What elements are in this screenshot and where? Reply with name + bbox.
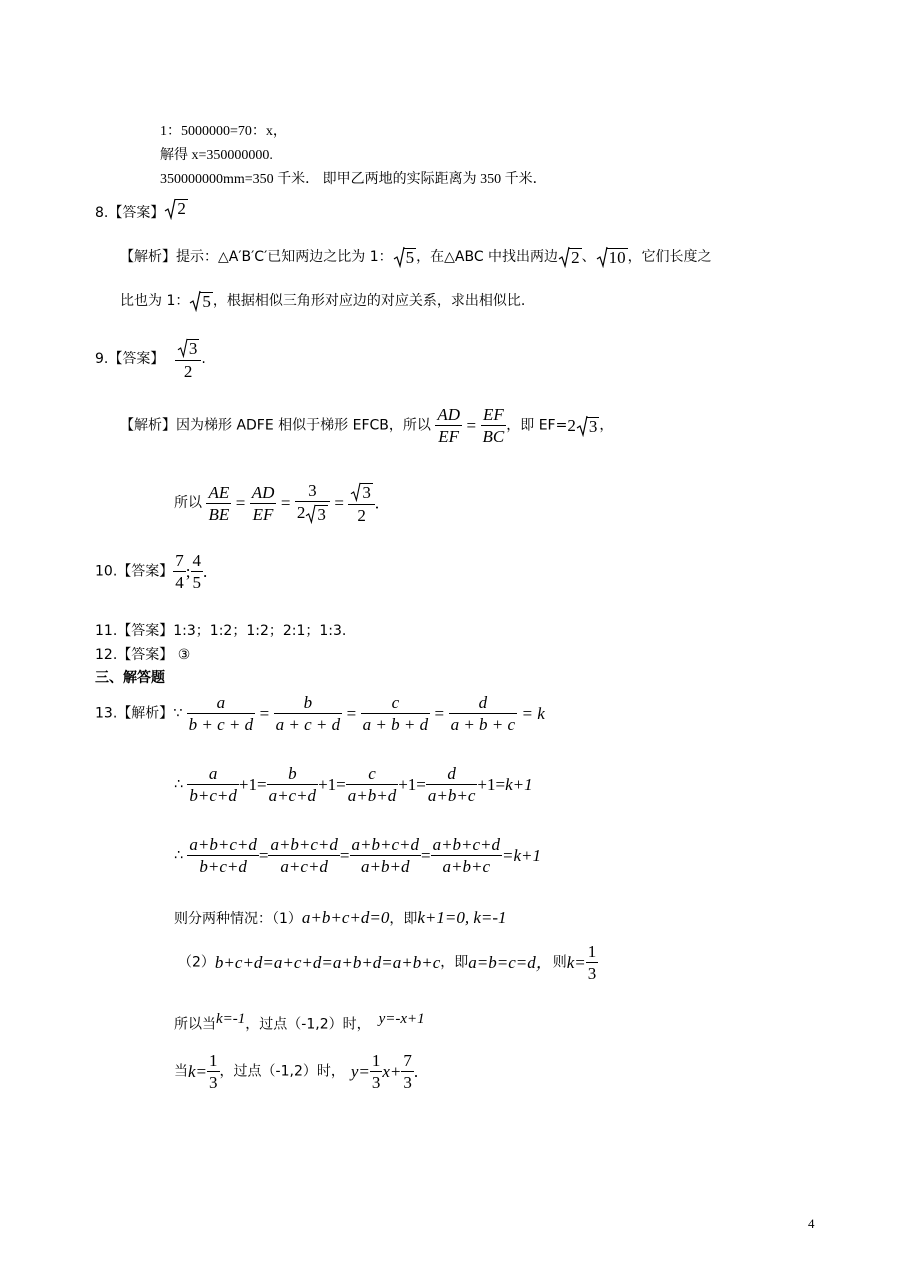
fraction: $\frac{1}{3}$ [371,1051,381,1092]
question-10 [95,552,207,591]
fraction: $\frac{AD}{EF}$ [437,405,461,446]
text: 所以当 [174,1016,216,1033]
math-expression: a+b+c+d=0 [301,908,390,927]
fraction: $\frac{7}{4}$ [175,551,184,592]
fraction: $\frac{AE}{BE}$ [208,482,230,524]
fraction: $\frac{EF}{BC}$ [482,405,505,446]
therefore-sign: ∴ [174,776,183,793]
text: . [201,351,206,368]
question-12: 12.【答案】 ③ [95,647,191,663]
text: 比也为 1： [120,293,190,309]
fraction: $\frac{c}{a + b + d}$ [362,693,429,734]
text: +1= [477,775,506,794]
fraction: $\frac{1}{3}$ [209,1051,218,1092]
equals-sign: = [420,846,431,865]
equals-sign: = [334,493,344,513]
fraction: $\frac{3}{2}$ [175,338,202,380]
text-line: 1：5000000=70：x， [160,124,287,139]
text: +1= [318,775,346,794]
analysis-label: 13.【解析】∵ [95,705,183,722]
math-expression: y= [350,1062,370,1081]
q13-when2 [174,1052,418,1091]
text: 当 [174,1063,188,1080]
fraction: $\frac{b}{a + c + d}$ [275,693,341,734]
fraction: $\frac{1}{3}$ [587,942,597,983]
math-expression: b+c+d=a+c+d=a+b+d=a+b+c [214,953,441,972]
analysis-label: 【解析】 [120,249,176,265]
fraction: $\frac{a+b+c+d}{a+c+d}$ [270,835,338,876]
text-line: 350000000mm=350 千米． 即甲乙两地的实际距离为 350 千米． [160,172,547,187]
fraction: $\frac{b}{a+c+d}$ [268,764,317,805]
fraction: $\frac{d}{a+b+c}$ [427,764,476,805]
text: ， [599,417,614,434]
q13-row2 [174,765,533,804]
text: ，过点（-1,2）时， [219,1063,345,1080]
text: ，过点（-1,2）时， [245,1016,371,1033]
fraction: $\frac{3}{2}$ [348,482,375,524]
text: . [374,493,380,513]
text: 提示：△A′B′C′已知两边之比为 1： [176,249,393,265]
analysis-label: 【解析】 [120,417,176,434]
sqrt-expression: 10 [596,246,628,268]
equals-sign: = [434,704,445,723]
text: . [413,1062,419,1081]
fraction: $\frac{a+b+c+d}{a+b+c}$ [432,835,501,876]
question-8 [95,194,188,220]
math-expression: k= [188,1062,208,1081]
therefore-sign: ∴ [174,847,183,864]
math-expression: x+ [382,1062,402,1081]
text: ，根据相似三角形对应边的对应关系，求出相似比. [212,293,526,309]
equals-sign: = [280,493,291,513]
text: ，即 [389,911,418,927]
text: 、 [581,249,596,265]
text: 所以 [174,495,202,512]
equals-sign: = [339,846,350,865]
q13-case1 [174,909,507,926]
section-heading: 三、解答题 [95,670,165,686]
text: ，在△ABC 中找出两边 [416,249,559,265]
sqrt-expression: 2 [164,198,188,220]
text: ，它们长度之 [627,249,712,265]
sqrt-expression: 2 [558,246,582,268]
question-11: 11.【答案】1:3；1:2；1:2；2:1；1:3. [95,623,347,639]
math-expression: k=-1 [216,1011,246,1027]
math-expression: a=b=c=d， [468,953,553,972]
q9-analysis-line2 [174,482,379,524]
text: . [203,562,208,581]
equals-sign: = [466,416,477,435]
equals-sign: = [346,704,357,723]
math-expression: k= [566,953,586,972]
text: ，即 EF= [506,417,568,434]
separator: ; [185,562,191,581]
text: 则 [552,954,567,971]
text: （2） [178,954,215,971]
equals-sign: = [258,846,269,865]
text: 因为梯形 ADFE 相似于梯形 EFCB，所以 [176,417,431,434]
fraction: $\frac{AD}{EF}$ [251,482,275,524]
math-expression: k+1=0, k=-1 [417,908,507,927]
math-expression: y=-x+1 [378,1011,425,1027]
equals-sign: = [235,493,246,513]
fraction: $\frac{d}{a + b + c}$ [450,693,516,734]
sqrt-expression: 3 [576,415,600,437]
text: k+1 [505,775,533,794]
q13-row3 [174,836,541,875]
fraction: $\frac{a+b+c+d}{a+b+d}$ [351,835,419,876]
fraction: $\frac{4}{5}$ [192,551,201,592]
q13-case2 [178,943,598,982]
answer-label: 9.【答案】 [95,351,165,368]
text: +1= [238,775,267,794]
text-line: 解得 x=350000000. [160,148,273,163]
q13-row1 [95,694,545,733]
answer-label: 8.【答案】 [95,205,165,221]
fraction: $\frac{c}{a+b+d}$ [347,764,397,805]
fraction: $\frac{7}{3}$ [403,1051,412,1092]
text: +1= [398,775,426,794]
fraction: $\frac{3}{2 3}$ [295,482,330,524]
text: 则分两种情况：（1） [174,911,302,927]
fraction: $\frac{a}{b + c + d}$ [188,693,254,734]
equals-sign: = [259,704,270,723]
page-number: 4 [808,1216,815,1231]
q9-analysis-line1 [120,406,613,445]
q8-analysis-line2 [120,290,525,312]
text: ，即 [440,954,469,971]
fraction: $\frac{a}{b+c+d}$ [189,764,237,805]
question-9 [95,338,206,380]
fraction: $\frac{a+b+c+d}{b+c+d}$ [189,835,257,876]
text: = k [521,704,545,723]
sqrt-expression: 5 [189,290,213,312]
answer-label: 10.【答案】 [95,563,174,580]
text: =k+1 [502,846,542,865]
q8-analysis-line1 [120,246,712,268]
q13-when1 [174,1012,425,1032]
coefficient: 2 [567,416,576,435]
sqrt-expression: 5 [393,246,417,268]
